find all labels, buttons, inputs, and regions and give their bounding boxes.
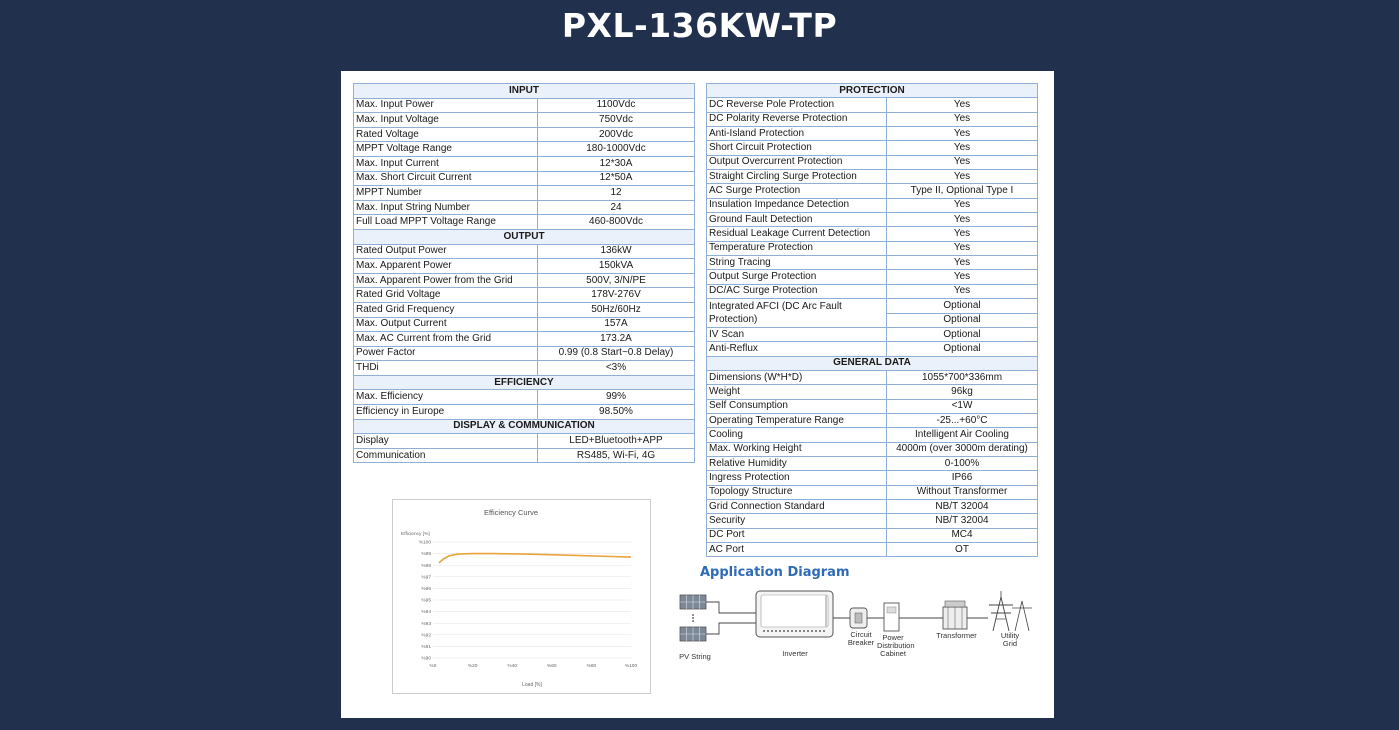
spec-label: Rated Voltage xyxy=(354,127,538,142)
section-row-display-communication xyxy=(354,419,695,434)
spec-row xyxy=(707,299,1038,313)
spec-value: <1W xyxy=(887,399,1038,413)
spec-value: Without Transformer xyxy=(887,485,1038,499)
inverter-icon xyxy=(756,591,833,637)
spec-row xyxy=(707,213,1038,227)
spec-row xyxy=(707,198,1038,212)
spec-row xyxy=(707,543,1038,557)
spec-value: 136kW xyxy=(538,244,695,259)
spec-label: Rated Grid Voltage xyxy=(354,288,538,303)
spec-row xyxy=(707,270,1038,284)
chart-ytick: %90 xyxy=(421,656,431,662)
chart-xtick: %100 xyxy=(624,664,638,669)
application-diagram-graphic xyxy=(675,561,1047,671)
spec-label: Integrated AFCI (DC Arc Fault Protection) xyxy=(707,299,887,328)
distribution-cabinet-icon xyxy=(884,603,899,631)
spec-label: Rated Grid Frequency xyxy=(354,302,538,317)
chart-ytick: %100 xyxy=(418,540,431,546)
spec-value: Yes xyxy=(887,284,1038,298)
spec-row xyxy=(354,127,695,142)
spec-row xyxy=(707,471,1038,485)
spec-value: 24 xyxy=(538,200,695,215)
spec-row xyxy=(354,98,695,113)
chart-ytick: %92 xyxy=(421,633,431,639)
spec-value: Optional xyxy=(887,327,1038,341)
spec-value: 460-800Vdc xyxy=(538,215,695,230)
page-title: PXL-136KW-TP xyxy=(561,6,838,45)
spec-value: -25...+60°C xyxy=(887,413,1038,427)
spec-label: Display xyxy=(354,434,538,449)
spec-table-left xyxy=(353,83,695,463)
spec-value: 173.2A xyxy=(538,332,695,347)
section-header: DISPLAY & COMMUNICATION xyxy=(354,419,695,434)
spec-row xyxy=(354,302,695,317)
utility-grid-icon xyxy=(989,591,1032,631)
spec-label: Max. Input Current xyxy=(354,156,538,171)
circuit-breaker-icon xyxy=(850,608,867,628)
spec-row xyxy=(707,342,1038,356)
spec-value: Yes xyxy=(887,127,1038,141)
spec-row xyxy=(354,113,695,128)
spec-row xyxy=(354,186,695,201)
spec-value: Optional xyxy=(887,299,1038,313)
spec-label: Topology Structure xyxy=(707,485,887,499)
spec-value: Type II, Optional Type I xyxy=(887,184,1038,198)
spec-label: Power Factor xyxy=(354,346,538,361)
spec-label: DC Polarity Reverse Protection xyxy=(707,112,887,126)
spec-row xyxy=(707,399,1038,413)
spec-row xyxy=(354,156,695,171)
spec-label: Output Overcurrent Protection xyxy=(707,155,887,169)
inverter-label: Inverter xyxy=(782,649,808,658)
spec-value: 98.50% xyxy=(538,405,695,420)
spec-value: 500V, 3/N/PE xyxy=(538,273,695,288)
spec-value: 200Vdc xyxy=(538,127,695,142)
pv-string-label: PV String xyxy=(679,652,711,661)
spec-value: 157A xyxy=(538,317,695,332)
spec-value: <3% xyxy=(538,361,695,376)
spec-value: 4000m (over 3000m derating) xyxy=(887,442,1038,456)
transformer-icon xyxy=(943,601,967,629)
spec-value: Yes xyxy=(887,112,1038,126)
spec-value: 150kVA xyxy=(538,259,695,274)
spec-label: IV Scan xyxy=(707,327,887,341)
spec-value: Yes xyxy=(887,155,1038,169)
spec-row xyxy=(707,112,1038,126)
spec-label: Communication xyxy=(354,448,538,463)
spec-value: 1055*700*336mm xyxy=(887,370,1038,384)
chart-xtick: %40 xyxy=(507,664,518,669)
spec-label: DC Port xyxy=(707,528,887,542)
spec-label: Temperature Protection xyxy=(707,241,887,255)
pv-panel-icon xyxy=(680,595,706,641)
chart-xtick: %20 xyxy=(467,664,478,669)
spec-row xyxy=(354,434,695,449)
spec-row xyxy=(354,273,695,288)
section-row-general-data xyxy=(707,356,1038,370)
spec-value: 12*30A xyxy=(538,156,695,171)
spec-row xyxy=(707,184,1038,198)
circuit-breaker-label: Circuit Breaker xyxy=(847,630,875,647)
spec-row xyxy=(354,244,695,259)
spec-label: AC Port xyxy=(707,543,887,557)
spec-row xyxy=(707,456,1038,470)
spec-row xyxy=(707,413,1038,427)
spec-row xyxy=(707,155,1038,169)
spec-row xyxy=(707,385,1038,399)
spec-label: Anti-Reflux xyxy=(707,342,887,356)
spec-row xyxy=(707,227,1038,241)
spec-value: Yes xyxy=(887,256,1038,270)
spec-value: 96kg xyxy=(887,385,1038,399)
spec-value: Yes xyxy=(887,241,1038,255)
chart-ytick: %97 xyxy=(421,575,431,581)
spec-value: Intelligent Air Cooling xyxy=(887,428,1038,442)
spec-value: Yes xyxy=(887,170,1038,184)
spec-row xyxy=(707,528,1038,542)
spec-value: 99% xyxy=(538,390,695,405)
chart-ytick: %91 xyxy=(421,645,431,650)
spec-sheet xyxy=(341,71,1054,718)
spec-label: Grid Connection Standard xyxy=(707,499,887,513)
spec-value: NB/T 32004 xyxy=(887,514,1038,528)
spec-value: LED+Bluetooth+APP xyxy=(538,434,695,449)
spec-value: 12*50A xyxy=(538,171,695,186)
spec-value: Yes xyxy=(887,227,1038,241)
spec-value: OT xyxy=(887,543,1038,557)
chart-xtick: %0 xyxy=(429,664,437,669)
spec-value: MC4 xyxy=(887,528,1038,542)
spec-label: Anti-Island Protection xyxy=(707,127,887,141)
chart-xtick: %60 xyxy=(546,664,557,669)
spec-value: IP66 xyxy=(887,471,1038,485)
spec-value: NB/T 32004 xyxy=(887,499,1038,513)
spec-row xyxy=(354,317,695,332)
application-diagram-title: Application Diagram xyxy=(700,565,850,580)
spec-label: Weight xyxy=(707,385,887,399)
spec-row xyxy=(354,215,695,230)
cabinet-label: Power Distribution Cabinet xyxy=(877,633,915,658)
efficiency-chart-svg xyxy=(393,500,650,693)
spec-label: Max. Input String Number xyxy=(354,200,538,215)
efficiency-chart xyxy=(392,499,651,694)
spec-value: 1100Vdc xyxy=(538,98,695,113)
spec-value: Yes xyxy=(887,198,1038,212)
chart-xlabel: Load [%] xyxy=(522,682,542,688)
spec-label: AC Surge Protection xyxy=(707,184,887,198)
spec-row xyxy=(354,259,695,274)
spec-row xyxy=(354,288,695,303)
spec-value: Optional xyxy=(887,313,1038,327)
spec-row xyxy=(354,200,695,215)
spec-label: Max. Working Height xyxy=(707,442,887,456)
spec-label: Cooling xyxy=(707,428,887,442)
chart-ytick: %99 xyxy=(421,552,431,558)
spec-label: Insulation Impedance Detection xyxy=(707,198,887,212)
spec-value: 50Hz/60Hz xyxy=(538,302,695,317)
spec-label: MPPT Number xyxy=(354,186,538,201)
spec-row xyxy=(354,332,695,347)
spec-label: Max. Output Current xyxy=(354,317,538,332)
spec-label: DC/AC Surge Protection xyxy=(707,284,887,298)
chart-ytick: %96 xyxy=(421,587,431,592)
spec-row xyxy=(354,346,695,361)
section-row-efficiency xyxy=(354,375,695,390)
spec-row xyxy=(707,327,1038,341)
spec-row xyxy=(707,428,1038,442)
spec-label: Full Load MPPT Voltage Range xyxy=(354,215,538,230)
spec-label: DC Reverse Pole Protection xyxy=(707,98,887,112)
spec-value: Optional xyxy=(887,342,1038,356)
chart-ytick: %94 xyxy=(421,610,431,616)
chart-series-line xyxy=(439,554,631,563)
spec-value: 0.99 (0.8 Start~0.8 Delay) xyxy=(538,346,695,361)
application-diagram xyxy=(675,561,1047,671)
section-row-protection xyxy=(707,84,1038,98)
spec-value: 178V-276V xyxy=(538,288,695,303)
spec-label: Residual Leakage Current Detection xyxy=(707,227,887,241)
spec-label: THDi xyxy=(354,361,538,376)
spec-row xyxy=(707,256,1038,270)
spec-value: 12 xyxy=(538,186,695,201)
spec-label: Self Consumption xyxy=(707,399,887,413)
spec-label: Efficiency in Europe xyxy=(354,405,538,420)
spec-value: Yes xyxy=(887,98,1038,112)
spec-row xyxy=(354,405,695,420)
spec-row xyxy=(354,142,695,157)
chart-title: Efficiency Curve xyxy=(483,508,539,517)
chart-ytick: %93 xyxy=(421,621,431,627)
spec-row xyxy=(707,241,1038,255)
section-header: OUTPUT xyxy=(354,229,695,244)
spec-value: Yes xyxy=(887,141,1038,155)
spec-label: Operating Temperature Range xyxy=(707,413,887,427)
spec-row xyxy=(354,448,695,463)
spec-label: Max. Apparent Power xyxy=(354,259,538,274)
spec-label: String Tracing xyxy=(707,256,887,270)
spec-row xyxy=(707,170,1038,184)
spec-label: Straight Circling Surge Protection xyxy=(707,170,887,184)
spec-table-right xyxy=(706,83,1038,557)
section-row-output xyxy=(354,229,695,244)
transformer-label: Transformer xyxy=(936,631,977,640)
spec-row xyxy=(707,141,1038,155)
spec-label: Max. Efficiency xyxy=(354,390,538,405)
chart-xtick: %80 xyxy=(586,664,597,669)
spec-row xyxy=(707,127,1038,141)
spec-label: Max. Short Circuit Current xyxy=(354,171,538,186)
spec-row xyxy=(707,514,1038,528)
spec-label: Security xyxy=(707,514,887,528)
spec-label: Dimensions (W*H*D) xyxy=(707,370,887,384)
spec-row xyxy=(354,390,695,405)
utility-grid-label: Utility Grid xyxy=(1000,631,1020,648)
section-row-input xyxy=(354,84,695,99)
spec-value: Yes xyxy=(887,213,1038,227)
spec-value: Yes xyxy=(887,270,1038,284)
spec-label: Ground Fault Detection xyxy=(707,213,887,227)
chart-ylabel: Efficiency [%] xyxy=(401,532,430,537)
section-header: GENERAL DATA xyxy=(707,356,1038,370)
spec-row xyxy=(707,499,1038,513)
spec-label: Max. Input Voltage xyxy=(354,113,538,128)
spec-label: Max. Input Power xyxy=(354,98,538,113)
spec-label: Rated Output Power xyxy=(354,244,538,259)
spec-row xyxy=(707,284,1038,298)
section-header: EFFICIENCY xyxy=(354,375,695,390)
spec-value: 750Vdc xyxy=(538,113,695,128)
section-header: INPUT xyxy=(354,84,695,99)
chart-ytick: %95 xyxy=(421,598,431,604)
chart-ytick: %98 xyxy=(421,563,431,569)
spec-row xyxy=(354,361,695,376)
section-header: PROTECTION xyxy=(707,84,1038,98)
spec-row xyxy=(707,370,1038,384)
spec-row xyxy=(707,98,1038,112)
spec-value: 0-100% xyxy=(887,456,1038,470)
spec-value: RS485, Wi-Fi, 4G xyxy=(538,448,695,463)
spec-row xyxy=(707,485,1038,499)
spec-value: 180-1000Vdc xyxy=(538,142,695,157)
spec-label: MPPT Voltage Range xyxy=(354,142,538,157)
spec-label: Max. AC Current from the Grid xyxy=(354,332,538,347)
spec-label: Short Circuit Protection xyxy=(707,141,887,155)
spec-label: Ingress Protection xyxy=(707,471,887,485)
spec-row xyxy=(707,442,1038,456)
spec-label: Relative Humidity xyxy=(707,456,887,470)
spec-label: Output Surge Protection xyxy=(707,270,887,284)
spec-label: Max. Apparent Power from the Grid xyxy=(354,273,538,288)
spec-row xyxy=(354,171,695,186)
